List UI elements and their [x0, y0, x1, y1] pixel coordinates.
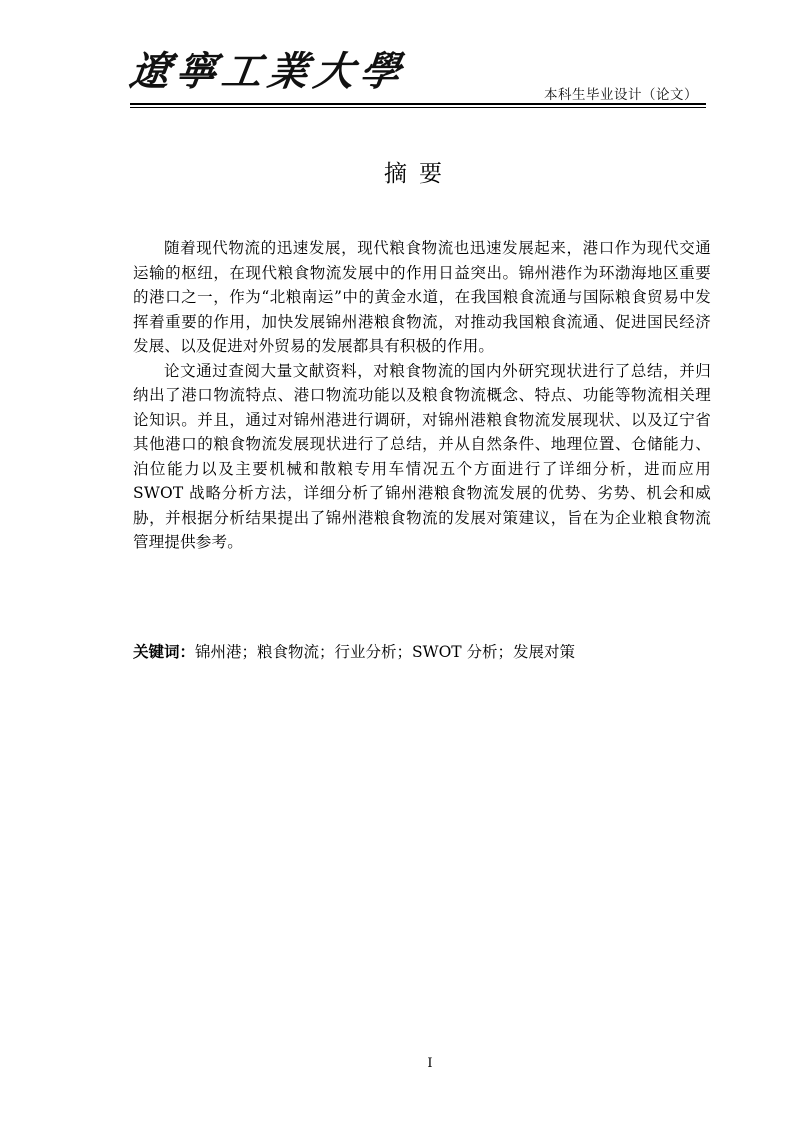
- header-rule-thick: [130, 103, 706, 105]
- page-title: 摘要: [384, 161, 454, 187]
- keywords-label: 关键词：: [133, 643, 196, 661]
- page-number: I: [427, 1056, 433, 1071]
- keywords-line: [133, 640, 711, 664]
- keywords-value: 锦州港；粮食物流；行业分析；SWOT 分析；发展对策: [195, 643, 576, 661]
- university-logo: 遼寧工業大學: [126, 48, 410, 95]
- abstract-body: [133, 236, 711, 555]
- header-rule-thin: [130, 107, 706, 108]
- abstract-paragraph-1: 随着现代物流的迅速发展，现代粮食物流也迅速发展起来，港口作为现代交通运输的枢纽，在现代粮食物流发展中的作用日益突出。锦州港作为环渤海地区重要的港口之一，作为“北粮南运”中的黄金水道，在我国粮食流通与国际粮食贸易中发挥着重要的作用，加快发展锦州港粮食物流，对推动我国粮食流通、促进国民经济发展、以及促进对外贸易的发展都具有积极的作用。: [133, 239, 711, 355]
- abstract-paragraph-2: 论文通过查阅大量文献资料，对粮食物流的国内外研究现状进行了总结，并归纳出了港口物流特点、港口物流功能以及粮食物流概念、特点、功能等物流相关理论知识。并且，通过对锦州港进行调研，对锦州港粮食物流发展现状、以及辽宁省其他港口的粮食物流发展现状进行了总结，并从自然条件、地理位置、仓储能力、泊位能力以及主要机械和散粮专用车情况五个方面进行了详细分析，进而应用 SWOT 战略分析方法，详细分析了锦州港粮食物流发展的优势、劣势、机会和威胁，并根据分析结果提出了锦州港粮食物流的发展对策建议，旨在为企业粮食物流管理提供参考。: [133, 361, 711, 551]
- header-thesis-label: 本科生毕业设计（论文）: [544, 87, 698, 103]
